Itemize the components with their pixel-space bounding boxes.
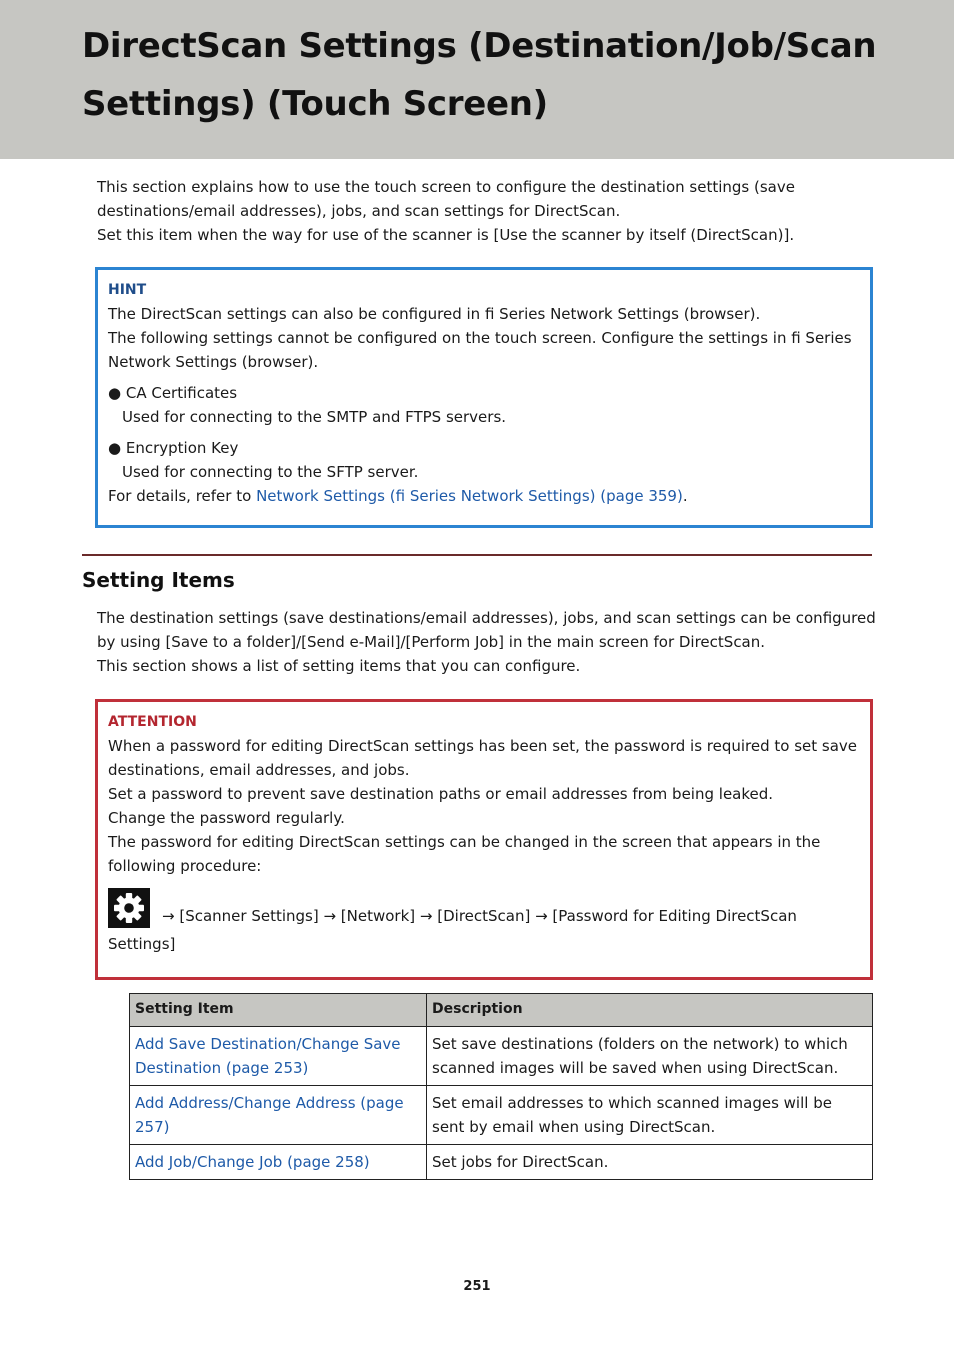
hint-line: The DirectScan settings can also be configured in fi Series Network Settings (browser). bbox=[108, 305, 761, 323]
page-title-line2: Settings) (Touch Screen) bbox=[82, 84, 548, 124]
hint-details bbox=[108, 484, 860, 508]
column-header-description: Description bbox=[427, 994, 873, 1027]
section-line: The destination settings (save destinations/email addresses), jobs, and scan settings can be configured bbox=[97, 609, 876, 627]
section-heading: Setting Items bbox=[82, 568, 235, 592]
intro-text bbox=[97, 175, 877, 247]
procedure-path-continued: Settings] bbox=[108, 935, 176, 953]
attention-box bbox=[95, 699, 873, 980]
intro-line: destinations/email addresses), jobs, and scan settings for DirectScan. bbox=[97, 202, 621, 220]
save-destination-link[interactable]: Add Save Destination/Change Save Destination (page 253) bbox=[135, 1035, 401, 1077]
table-header-row bbox=[130, 994, 873, 1027]
attention-line: The password for editing DirectScan settings can be changed in the screen that appears in the bbox=[108, 833, 821, 851]
bullet-title: ● Encryption Key bbox=[108, 439, 239, 457]
attention-line: destinations, email addresses, and jobs. bbox=[108, 761, 410, 779]
hint-line: The following settings cannot be configured on the touch screen. Configure the settings in fi Series bbox=[108, 329, 852, 347]
intro-line: This section explains how to use the touch screen to configure the destination settings (save bbox=[97, 178, 795, 196]
details-prefix: For details, refer to bbox=[108, 487, 257, 505]
bullet-title: ● CA Certificates bbox=[108, 384, 238, 402]
hint-line: Network Settings (browser). bbox=[108, 353, 319, 371]
setting-item-cell bbox=[130, 1027, 427, 1086]
page-number: 251 bbox=[463, 1279, 491, 1294]
setting-items-table bbox=[129, 993, 873, 1180]
setting-item-cell bbox=[130, 1086, 427, 1145]
column-header-setting-item: Setting Item bbox=[130, 994, 427, 1027]
table-row bbox=[130, 1145, 873, 1180]
attention-line: following procedure: bbox=[108, 857, 262, 875]
setting-item-cell bbox=[130, 1145, 427, 1180]
network-settings-link[interactable]: Network Settings (fi Series Network Settings) (page 359) bbox=[256, 487, 683, 505]
description-cell: Set save destinations (folders on the network) to which scanned images will be saved when using DirectScan. bbox=[427, 1027, 873, 1086]
hint-bullet-ca-certificates bbox=[108, 381, 860, 429]
hint-box bbox=[95, 267, 873, 528]
details-suffix: . bbox=[682, 487, 688, 505]
bullet-description: Used for connecting to the SMTP and FTPS servers. bbox=[122, 408, 507, 426]
attention-line: When a password for editing DirectScan settings has been set, the password is required to set save bbox=[108, 737, 858, 755]
page-title bbox=[82, 17, 922, 133]
procedure-path: → [Scanner Settings] → [Network] → [DirectScan] → [Password for Editing DirectScan bbox=[162, 907, 797, 925]
address-link[interactable]: Add Address/Change Address (page 257) bbox=[135, 1094, 404, 1136]
bullet-description: Used for connecting to the SFTP server. bbox=[122, 463, 419, 481]
job-link[interactable]: Add Job/Change Job (page 258) bbox=[135, 1153, 370, 1171]
table-row bbox=[130, 1086, 873, 1145]
attention-label: ATTENTION bbox=[108, 714, 197, 730]
description-cell: Set email addresses to which scanned images will be sent by email when using DirectScan. bbox=[427, 1086, 873, 1145]
attention-line: Set a password to prevent save destination paths or email addresses from being leaked. bbox=[108, 785, 774, 803]
page-title-line1: DirectScan Settings (Destination/Job/Scan bbox=[82, 26, 877, 66]
section-divider bbox=[82, 554, 872, 556]
intro-line: Set this item when the way for use of the scanner is [Use the scanner by itself (DirectScan)]. bbox=[97, 226, 795, 244]
gear-icon bbox=[108, 888, 150, 928]
description-cell: Set jobs for DirectScan. bbox=[427, 1145, 873, 1180]
hint-label: HINT bbox=[108, 282, 147, 298]
hint-bullet-encryption-key bbox=[108, 436, 860, 484]
section-body bbox=[97, 606, 877, 678]
table-row bbox=[130, 1027, 873, 1086]
procedure-row bbox=[108, 888, 860, 928]
section-line: This section shows a list of setting items that you can configure. bbox=[97, 657, 581, 675]
section-line: by using [Save to a folder]/[Send e-Mail]/[Perform Job] in the main screen for DirectScan. bbox=[97, 633, 766, 651]
attention-line: Change the password regularly. bbox=[108, 809, 345, 827]
